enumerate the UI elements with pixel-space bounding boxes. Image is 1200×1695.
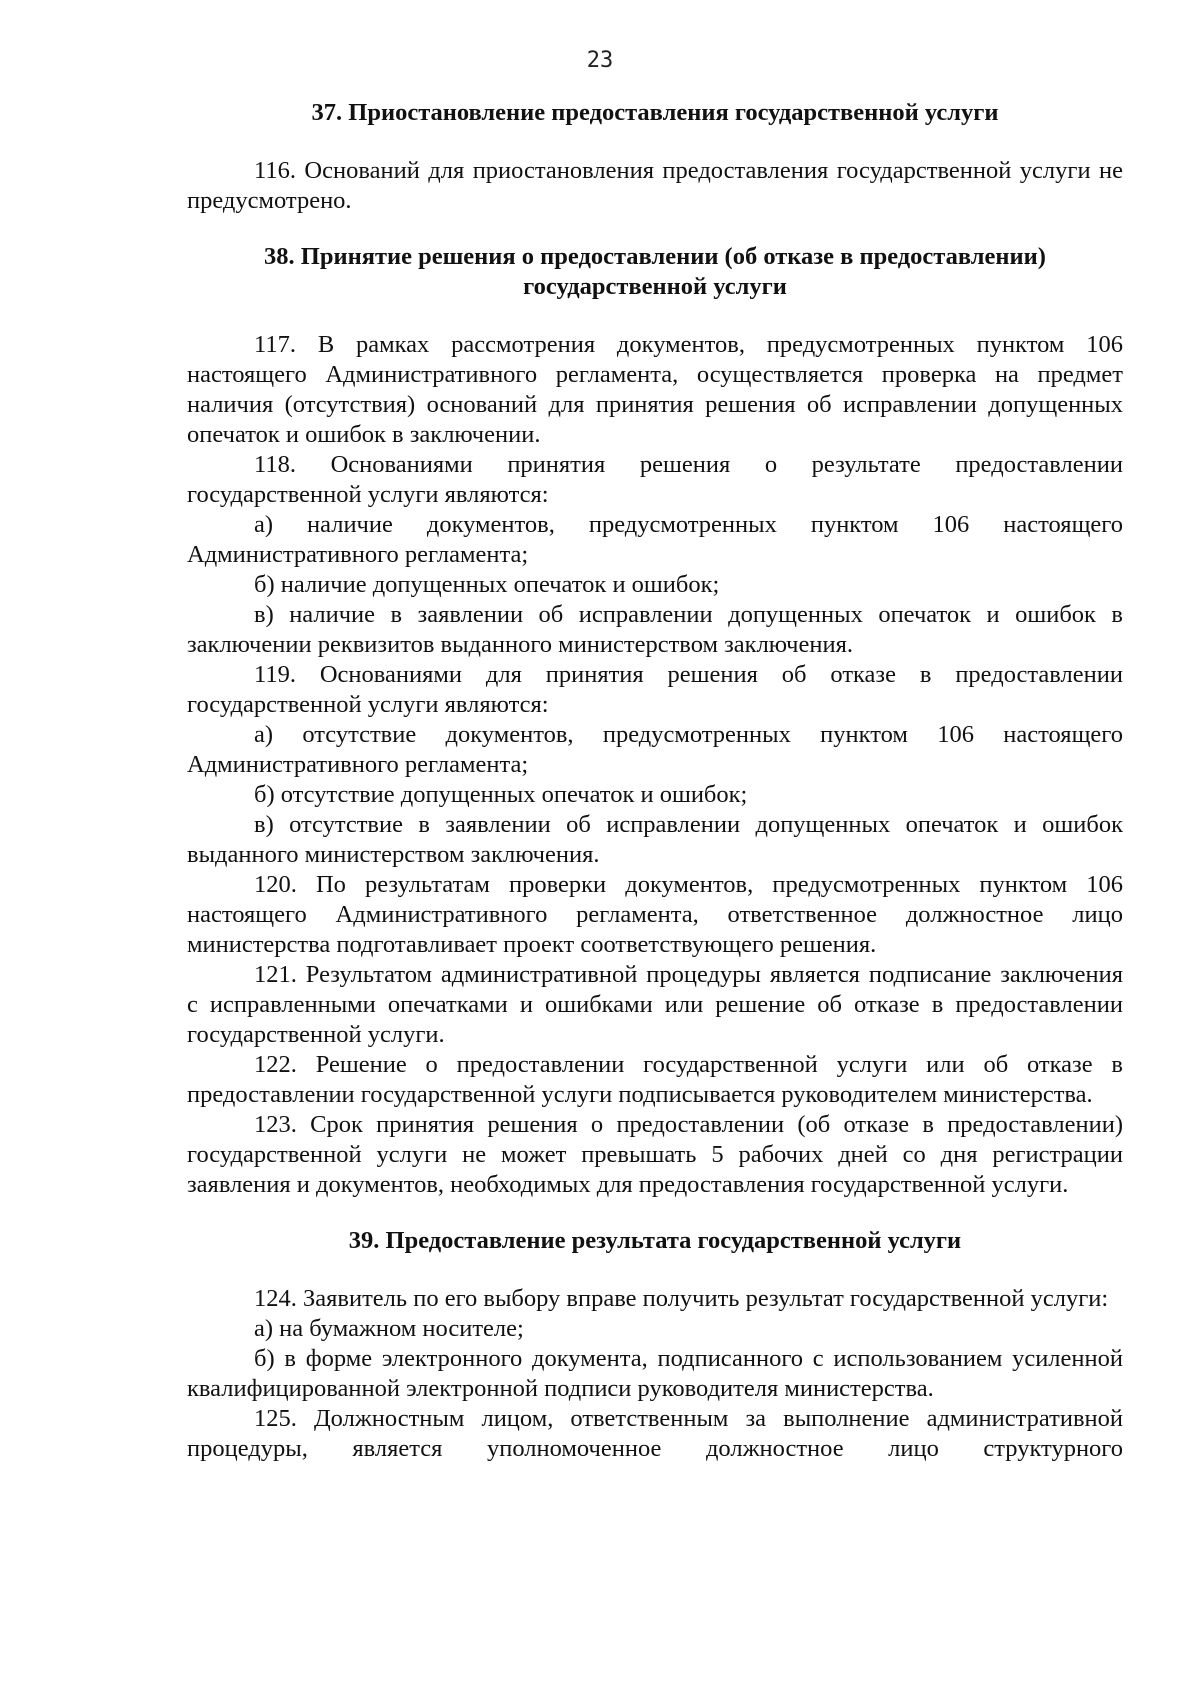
section-heading-38-line1: 38. Принятие решения о предоставлении (об отказе в предоставлении) bbox=[264, 243, 1046, 270]
paragraph-119-b: б) отсутствие допущенных опечаток и ошибок; bbox=[254, 781, 748, 808]
section-heading-37: 37. Приостановление предоставления государственной услуги bbox=[311, 99, 999, 126]
paragraph-117: 117. В рамках рассмотрения документов, предусмотренных пунктом 106 настоящего Административного регламента, осуществляется проверка на предмет наличия (отсутствия) оснований для принятия решения об исправлении допущенных опечаток и ошибок в заключении. bbox=[187, 331, 1123, 448]
document-body bbox=[187, 98, 1123, 1464]
paragraph-120: 120. По результатам проверки документов, предусмотренных пунктом 106 настоящего Административного регламента, ответственное должностное лицо министерства подготавливает проект соответствующего решения. bbox=[187, 871, 1123, 958]
paragraph-118-b: б) наличие допущенных опечаток и ошибок; bbox=[254, 571, 720, 598]
paragraph-118-a: а) наличие документов, предусмотренных пунктом 106 настоящего Административного регламента; bbox=[187, 511, 1123, 568]
paragraph-116: 116. Оснований для приостановления предоставления государственной услуги не предусмотрено. bbox=[187, 157, 1123, 214]
paragraph-124-b: б) в форме электронного документа, подписанного с использованием усиленной квалифицированной электронной подписи руководителя министерства. bbox=[187, 1345, 1123, 1402]
paragraph-124-a: а) на бумажном носителе; bbox=[254, 1315, 524, 1342]
paragraph-123: 123. Срок принятия решения о предоставлении (об отказе в предоставлении) государственной услуги не может превышать 5 рабочих дней со дня регистрации заявления и документов, необходимых для предоставления государственной услуги. bbox=[187, 1111, 1123, 1198]
paragraph-124: 124. Заявитель по его выбору вправе получить результат государственной услуги: bbox=[254, 1285, 1109, 1312]
paragraph-121: 121. Результатом административной процедуры является подписание заключения с исправленными опечатками и ошибками или решение об отказе в предоставлении государственной услуги. bbox=[187, 961, 1123, 1048]
paragraph-119-a: а) отсутствие документов, предусмотренных пунктом 106 настоящего Административного регламента; bbox=[187, 721, 1123, 778]
section-heading-38-line2: государственной услуги bbox=[523, 273, 787, 300]
paragraph-122: 122. Решение о предоставлении государственной услуги или об отказе в предоставлении государственной услуги подписывается руководителем министерства. bbox=[187, 1051, 1123, 1108]
page-number: 23 bbox=[586, 48, 614, 73]
paragraph-119-c: в) отсутствие в заявлении об исправлении допущенных опечаток и ошибок выданного министерством заключения. bbox=[187, 811, 1123, 868]
paragraph-118-c: в) наличие в заявлении об исправлении допущенных опечаток и ошибок в заключении реквизитов выданного министерством заключения. bbox=[187, 601, 1123, 658]
section-heading-39: 39. Предоставление результата государственной услуги bbox=[348, 1227, 962, 1254]
paragraph-118: 118. Основаниями принятия решения о результате предоставлении государственной услуги являются: bbox=[187, 451, 1123, 508]
paragraph-119: 119. Основаниями для принятия решения об отказе в предоставлении государственной услуги являются: bbox=[187, 661, 1123, 718]
paragraph-125: 125. Должностным лицом, ответственным за выполнение административной процедуры, является уполномоченное должностное лицо структурного bbox=[187, 1405, 1123, 1462]
